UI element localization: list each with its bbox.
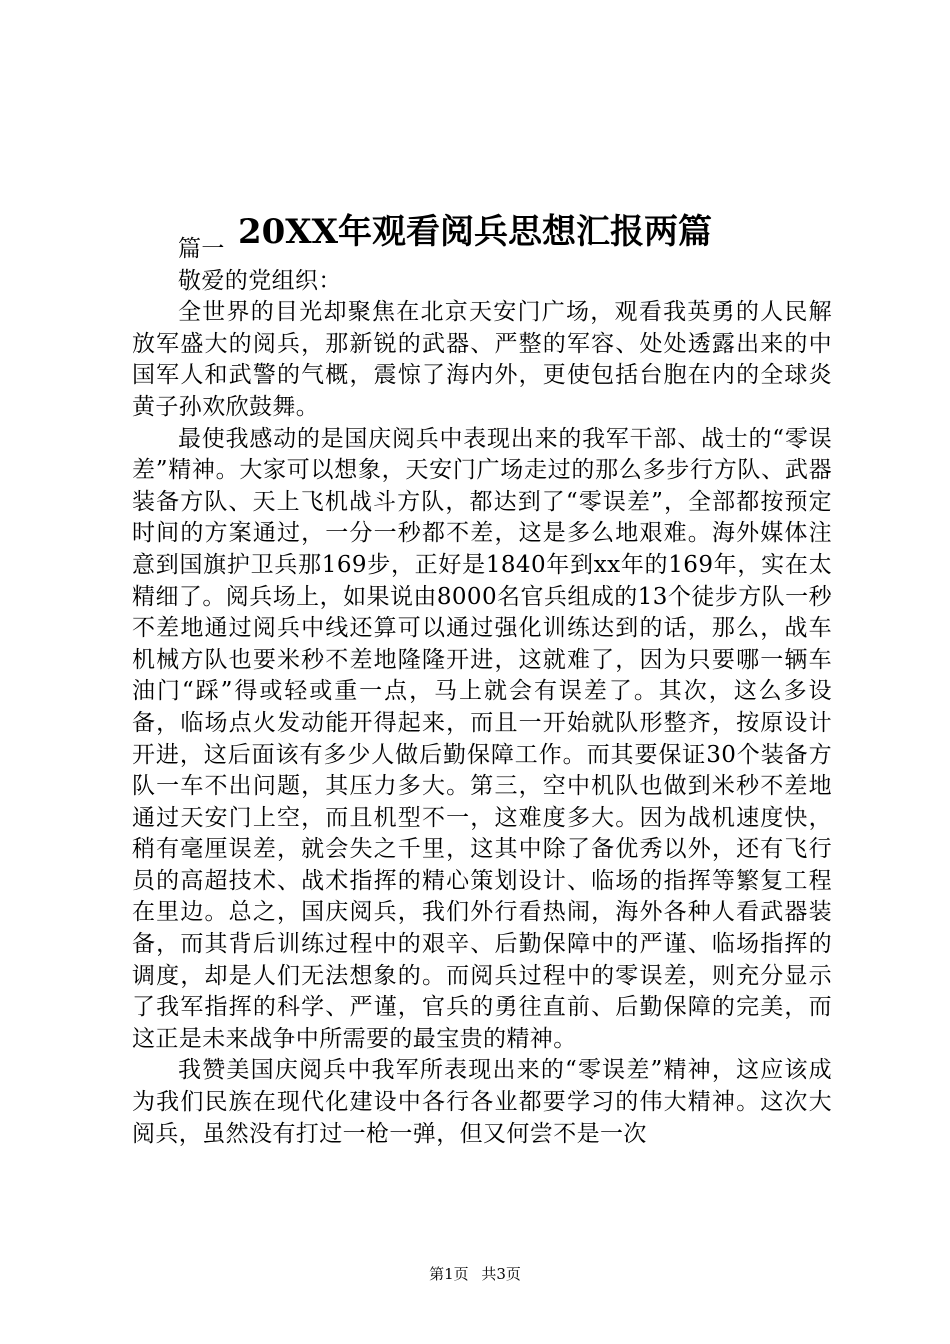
page-number-current: 第1页 [429,1265,469,1283]
paragraph: 我赞美国庆阅兵中我军所表现出来的“零误差”精神，这应该成为我们民族在现代化建设中各行各业都要学习的伟大精神。这次大阅兵，虽然没有打过一枪一弹，但又何尝不是一次 [132,1057,832,1147]
salutation: 敬爱的党组织： [178,267,342,294]
page-number-total: 共3页 [481,1265,521,1283]
page-footer [0,1264,950,1284]
document-body [132,234,832,1150]
paragraph: 全世界的目光却聚焦在北京天安门广场，观看我英勇的人民解放军盛大的阅兵，那新锐的武器、严整的军容、处处透露出来的中国军人和武警的气概，震惊了海内外，更使包括台胞在内的全球炎黄子孙欢欣鼓舞。 [132,299,832,420]
section-label: 篇一 [178,236,225,262]
document-title: 20XX年观看阅兵思想汇报两篇 [237,211,713,252]
paragraph: 最使我感动的是国庆阅兵中表现出来的我军干部、战士的“零误差”精神。大家可以想象，天安门广场走过的那么多步行方队、武器装备方队、天上飞机战斗方队，都达到了“零误差”，全部都按预定时间的方案通过，一分一秒都不差，这是多么地艰难。海外媒体注意到国旗护卫兵那169步，正好是1840年到xx年的169年，实在太精细了。阅兵场上，如果说由8000名官兵组成的13个徒步方队一秒不差地通过阅兵中线还算可以通过强化训练达到的话，那么，战车机械方队也要米秒不差地隆隆开进，这就难了，因为只要哪一辆车油门“踩”得或轻或重一点，马上就会有误差了。其次，这么多设备，临场点火发动能开得起来，而且一开始就队形整齐，按原设计开进，这后面该有多少人做后勤保障工作。而其要保证30个装备方队一车不出问题，其压力多大。第三，空中机队也做到米秒不差地通过天安门上空，而且机型不一，这难度多大。因为战机速度快，稍有毫厘误差，就会失之千里，这其中除了备优秀以外，还有飞行员的高超技术、战术指挥的精心策划设计、临场的指挥等繁复工程在里边。总之，国庆阅兵，我们外行看热闹，海外各种人看武器装备，而其背后训练过程中的艰辛、后勤保障中的严谨、临场指挥的调度，却是人们无法想象的。而阅兵过程中的零误差，则充分显示了我军指挥的科学、严谨，官兵的勇往直前、后勤保障的完美，而这正是未来战争中所需要的最宝贵的精神。 [132,425,832,1052]
